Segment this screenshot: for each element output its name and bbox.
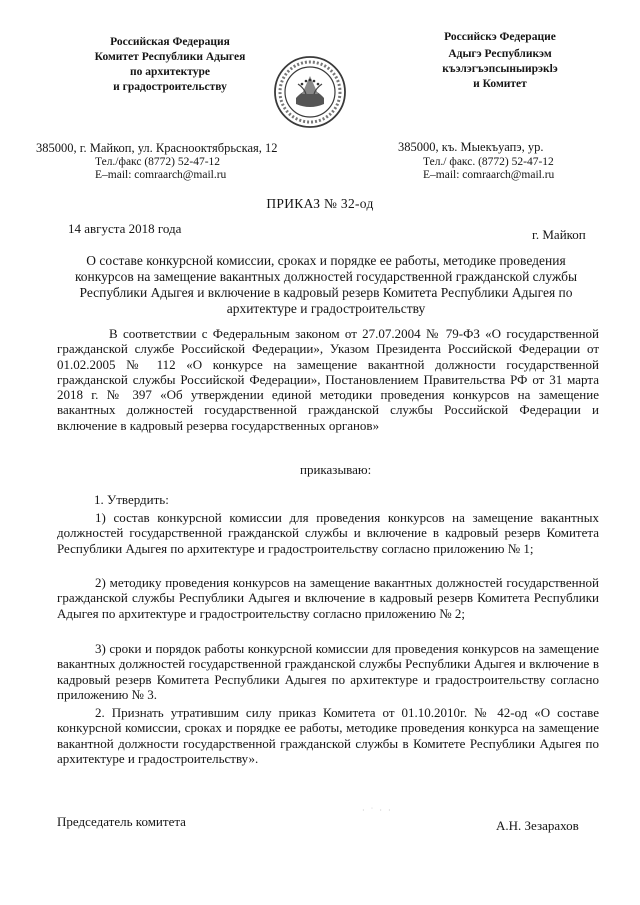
header-left-line2: Комитет Республики Адыгея — [94, 51, 246, 63]
header-left-line3: по архитектуре — [130, 66, 210, 78]
order-command: приказываю: — [300, 462, 372, 477]
header-right-line3: къэлэгъэпсыныирэкlэ — [442, 63, 558, 75]
order-city: г. Майкоп — [532, 227, 586, 242]
order-item-1-1: 1) состав конкурсной комиссии для проведения конкурсов на замещение вакантных должностей государственной гражданской службы и включение в кадровый резерв Комитета Республики Адыгея по архитектуре и градостроительству согласно приложению № 1; — [57, 510, 599, 556]
header-left-contacts — [95, 156, 226, 182]
header-right-contacts — [423, 156, 554, 182]
header-left-org — [70, 35, 270, 95]
signature-position: Председатель комитета — [57, 814, 186, 829]
order-item-1: 1. Утвердить: — [94, 492, 169, 507]
header-left-phone: Тел./факс (8772) 52-47-12 — [95, 156, 221, 168]
header-right-org — [405, 30, 595, 92]
header-left-line4: и градостроительству — [113, 81, 227, 93]
order-item-2: 2. Признать утратившим силу приказ Комитета от 01.10.2010г. № 42-од «О составе конкурсной комиссии, сроках и порядке ее работы, методике проведения конкурса на замещение вакантной должности государственной гражданской службы в Комитете Республики Адыгея по архитектуре и градостроительству». — [57, 705, 599, 766]
order-item-1-3: 3) сроки и порядок работы конкурсной комиссии для проведения конкурсов на замещение вакантных должностей государственной гражданской службы Республики Адыгея и включение в кадровый резерв Комитета Республики Адыгея по архитектуре и градостроительству согласно приложению № 3. — [57, 641, 599, 702]
order-date: 14 августа 2018 года — [68, 221, 182, 236]
header-right-phone: Тел./ факс. (8772) 52-47-12 — [423, 156, 554, 168]
header-left-email: E–mail: comraarch@mail.ru — [95, 169, 227, 181]
signature-mark-icon: · ˙ · · — [362, 806, 393, 815]
header-left-line1: Российская Федерация — [110, 36, 230, 48]
header-right-email: E–mail: comraarch@mail.ru — [423, 169, 555, 181]
signature-name: А.Н. Зезарахов — [496, 818, 579, 833]
order-subject: О составе конкурсной комиссии, сроках и порядке ее работы, методике проведения конкурсов на замещение вакантных должностей государственной гражданской службы Республики Адыгея и включение в кадровый резерв Комитета Республики Адыгея по архитектуре и градостроительству — [74, 253, 578, 316]
header-right-address: 385000, къ. Мыекъуапэ, ур. — [398, 140, 544, 154]
order-item-1-2: 2) методику проведения конкурсов на замещение вакантных должностей государственной гражданской службы Республики Адыгея и включение в кадровый резерв Комитета Республики Адыгея по архитектуре и градостроительству согласно приложению № 2; — [57, 575, 599, 621]
order-title: ПРИКАЗ № 32-од — [266, 196, 374, 211]
header-right-line1: Российскэ Федерацие — [444, 31, 556, 43]
order-preamble: В соответствии с Федеральным законом от 27.07.2004 № 79-ФЗ «О государственной гражданской службе Российской Федерации», Указом Президента Российской Федерации от 01.02.2005 № 112 «О конкурсе на замещение вакантной должности государственной гражданской службы Российской Федерации», Постановлением Правительства РФ от 31 марта 2018 г. № 397 «Об утверждении единой методики проведения конкурсов на замещение вакантных должностей государственной гражданской службы Российской Федерации и включение в кадровый резерва государственных органов» — [57, 326, 599, 433]
header-right-line2: Адыгэ Республикэм — [448, 48, 552, 60]
header-right-line4: и Комитет — [473, 78, 527, 90]
header-left-address: 385000, г. Майкоп, ул. Краснооктябрьская, 12 — [36, 141, 278, 155]
coat-of-arms-icon — [272, 54, 348, 130]
